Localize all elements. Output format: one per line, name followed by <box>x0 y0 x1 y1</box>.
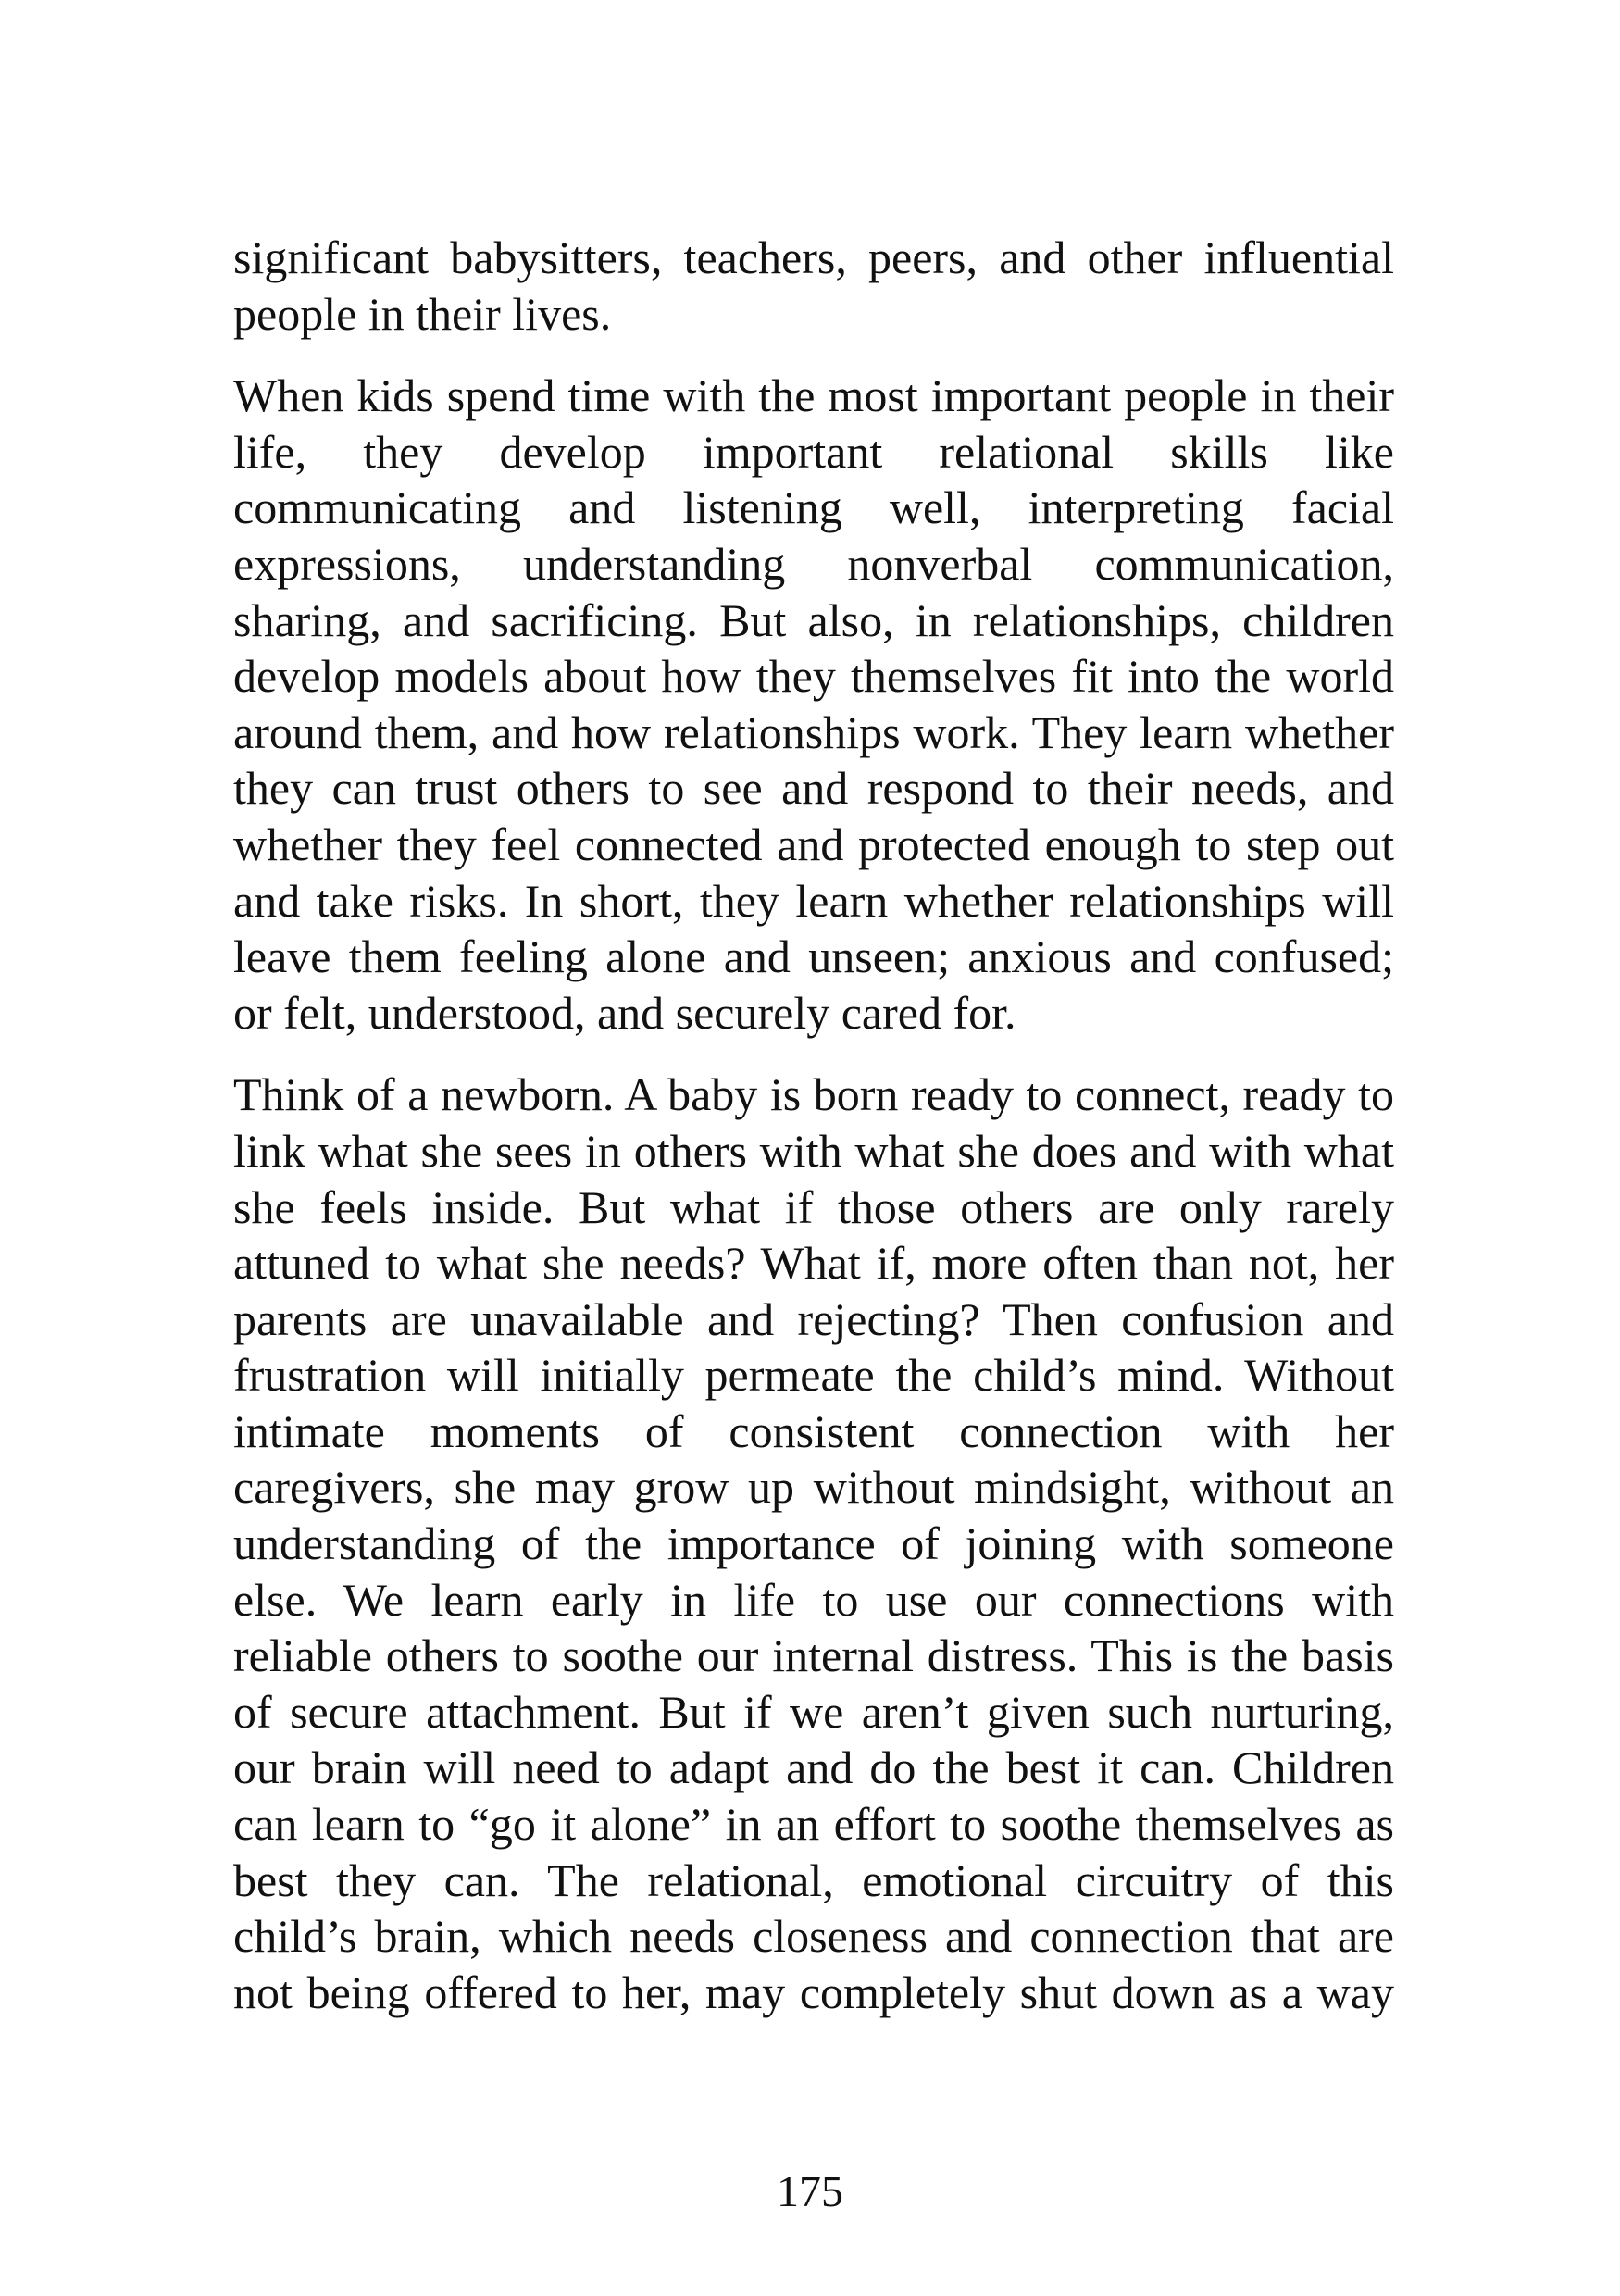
text-line: else. We learn early in life to use our connections with <box>233 1573 1394 1626</box>
text-line: parents are unavailable and rejecting? Then confusion and <box>233 1292 1394 1345</box>
text-line: life, they develop important relational skills like <box>233 425 1394 478</box>
text-line: communicating and listening well, interpreting facial <box>233 481 1394 534</box>
text-line: When kids spend time with the most important people in their <box>233 369 1394 422</box>
text-line: develop models about how they themselves fit into the world <box>233 650 1394 703</box>
text-line: not being offered to her, may completely shut down as a way <box>233 1965 1394 2018</box>
paragraph-2 <box>233 368 1394 1041</box>
page-number: 175 <box>777 2167 843 2216</box>
paragraph-3 <box>233 1067 1394 2020</box>
text-line: intimate moments of consistent connection with her <box>233 1404 1394 1457</box>
paragraph-1 <box>233 230 1394 342</box>
text-line: they can trust others to see and respond to their needs, and <box>233 762 1394 815</box>
text-line: can learn to “go it alone” in an effort to soothe themselves as <box>233 1798 1394 1851</box>
text-line: frustration will initially permeate the child’s mind. Without <box>233 1349 1394 1402</box>
text-line: expressions, understanding nonverbal communication, <box>233 537 1394 590</box>
text-line: whether they feel connected and protected enough to step out <box>233 817 1394 870</box>
text-line: reliable others to soothe our internal distress. This is the basis <box>233 1629 1394 1682</box>
text-line: of secure attachment. But if we aren’t given such nurturing, <box>233 1685 1394 1738</box>
text-line: best they can. The relational, emotional circuitry of this <box>233 1853 1394 1906</box>
text-line: sharing, and sacrificing. But also, in relationships, children <box>233 593 1394 646</box>
text-line: people in their lives. <box>233 287 612 340</box>
body-text <box>233 230 1394 2046</box>
text-line: understanding of the importance of joining with someone <box>233 1517 1394 1570</box>
text-line: around them, and how relationships work. They learn whether <box>233 705 1394 758</box>
text-line: significant babysitters, teachers, peers, and other influential <box>233 231 1394 283</box>
text-line: she feels inside. But what if those others are only rarely <box>233 1180 1394 1233</box>
text-line: link what she sees in others with what she does and with what <box>233 1124 1394 1177</box>
text-line: our brain will need to adapt and do the best it can. Children <box>233 1741 1394 1794</box>
text-line: leave them feeling alone and unseen; anxious and confused; <box>233 930 1394 983</box>
text-line: and take risks. In short, they learn whether relationships will <box>233 874 1394 927</box>
text-line: caregivers, she may grow up without mindsight, without an <box>233 1461 1394 1514</box>
text-line: or felt, understood, and securely cared for. <box>233 986 1016 1039</box>
text-line: child’s brain, which needs closeness and connection that are <box>233 1910 1394 1963</box>
text-line: Think of a newborn. A baby is born ready to connect, ready to <box>233 1068 1394 1121</box>
text-line: attuned to what she needs? What if, more often than not, her <box>233 1237 1394 1290</box>
